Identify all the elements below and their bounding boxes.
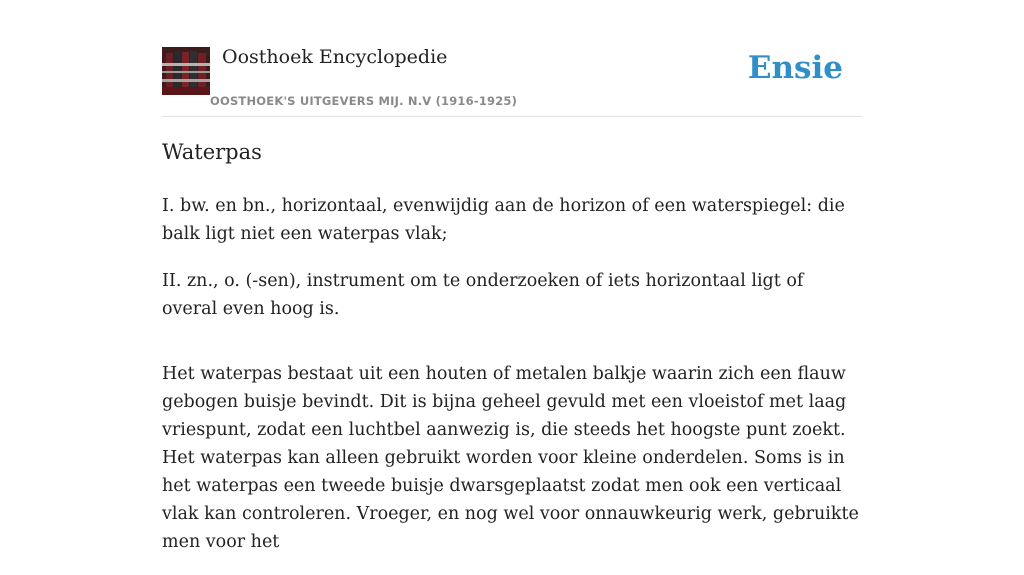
definition-paragraph-2: II. zn., o. (-sen), instrument om te onderzoeken of iets horizontaal ligt of overal even hoog is. <box>162 271 804 319</box>
entry-title: Waterpas <box>162 140 262 164</box>
description-paragraph: Het waterpas bestaat uit een houten of metalen balkje waarin zich een flauw gebogen buisje bevindt. Dit is bijna geheel gevuld met een vloeistof met laag vriespunt, zodat een luchtbel aanwezig is, die steeds het hoogste punt zoekt. Het waterpas kan alleen gebruikt worden voor kleine onderdelen. Soms is in het waterpas een tweede buisje dwarsgeplaatst zodat men ook een verticaal vlak kan controleren. Vroeger, en nog wel voor onnauwkeurig werk, gebruikte men voor het <box>162 364 859 552</box>
ensie-logo-link[interactable]: Ensie <box>747 50 843 86</box>
publisher-label: OOSTHOEK'S UITGEVERS MIJ. N.V (1916-1925) <box>210 94 518 108</box>
entry-body <box>162 192 862 575</box>
definition-paragraph-1: I. bw. en bn., horizontaal, evenwijdig aan de horizon of een waterspiegel: die balk ligt niet een waterpas vlak; <box>162 196 845 244</box>
source-avatar[interactable] <box>162 47 210 95</box>
source-title-link[interactable]: Oosthoek Encyclopedie <box>222 46 448 68</box>
entry-container <box>162 0 862 552</box>
book-spines-icon <box>162 47 210 95</box>
source-header <box>162 0 862 117</box>
